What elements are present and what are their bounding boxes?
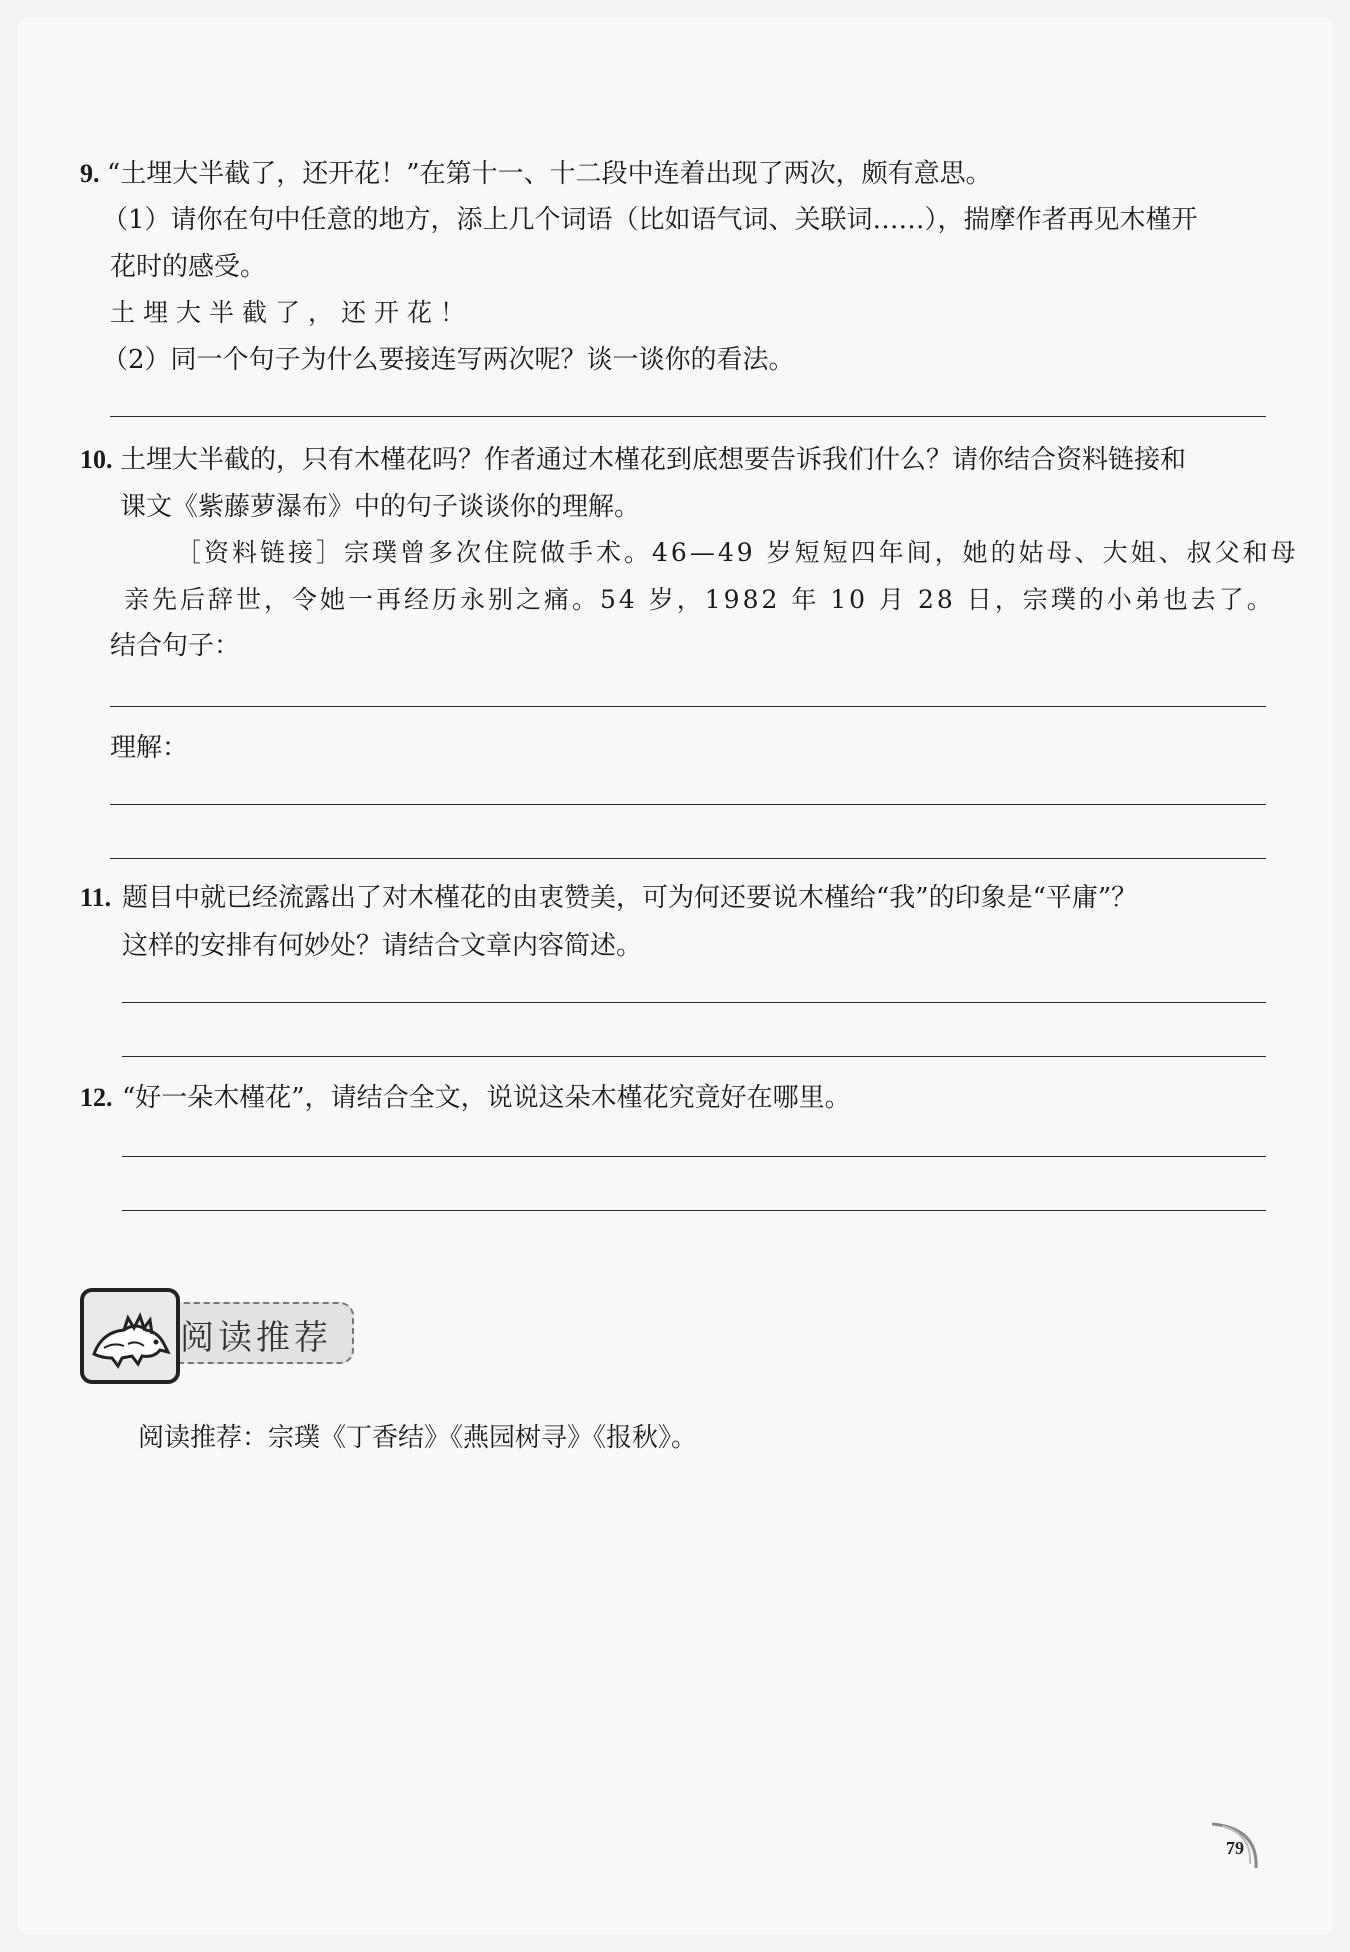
answer-line xyxy=(122,1210,1266,1211)
question-12-stem: “好一朵木槿花”，请结合全文，说说这朵木槿花究竟好在哪里。 xyxy=(122,1083,851,1113)
question-10-material-line1: ［资料链接］宗璞曾多次住院做手术。46—49 岁短短四年间，她的姑母、大姐、叔父和母 xyxy=(176,538,1299,567)
recommendation-text: 阅读推荐：宗璞《丁香结》《燕园树寻》《报秋》。 xyxy=(138,1423,698,1453)
question-10-stem-line2: 课文《紫藤萝瀑布》中的句子谈谈你的理解。 xyxy=(120,492,641,522)
question-11-number: 11. xyxy=(80,883,112,912)
question-9-sub1-line2: 花时的感受。 xyxy=(110,252,267,282)
question-11-stem-line1: 题目中就已经流露出了对木槿花的由衷赞美，可为何还要说木槿给“我”的印象是“平庸”？ xyxy=(122,883,1138,913)
question-12-number: 12. xyxy=(80,1083,113,1112)
label-understanding: 理解： xyxy=(110,733,189,763)
question-10-stem-line1: 土埋大半截的，只有木槿花吗？作者通过木槿花到底想要告诉我们什么？请你结合资料链接和 xyxy=(120,445,1187,475)
question-9-number: 9. xyxy=(80,159,100,188)
question-11-stem-line2: 这样的安排有何妙处？请结合文章内容简述。 xyxy=(122,931,643,961)
answer-line xyxy=(122,1056,1266,1057)
question-9-sub2: （2）同一个句子为什么要接连写两次呢？谈一谈你的看法。 xyxy=(102,345,795,375)
answer-line xyxy=(110,416,1266,417)
badge-label: 阅读推荐 xyxy=(180,1318,332,1358)
page-number: 79 xyxy=(1226,1838,1244,1858)
question-9-stem: “土埋大半截了，还开花！”在第十一、十二段中连着出现了两次，颇有意思。 xyxy=(107,159,992,189)
question-10-material-line2: 亲先后辞世，令她一再经历永别之痛。54 岁，1982 年 10 月 28 日，宗璞的小弟也去了。 xyxy=(124,585,1275,614)
question-10-number: 10. xyxy=(80,445,113,474)
answer-line xyxy=(122,1156,1266,1157)
reading-recommendation-badge xyxy=(78,1284,360,1384)
answer-line xyxy=(110,706,1266,707)
answer-line xyxy=(122,1002,1266,1003)
label-sentence: 结合句子： xyxy=(110,631,241,661)
answer-line xyxy=(110,858,1266,859)
dinosaur-icon xyxy=(80,1288,180,1384)
question-9-sentence: 土埋大半截了，还开花！ xyxy=(110,298,474,327)
answer-line xyxy=(110,804,1266,805)
question-9-sub1-line1: （1）请你在句中任意的地方，添上几个词语（比如语气词、关联词……），揣摩作者再见木槿开 xyxy=(102,205,1198,235)
